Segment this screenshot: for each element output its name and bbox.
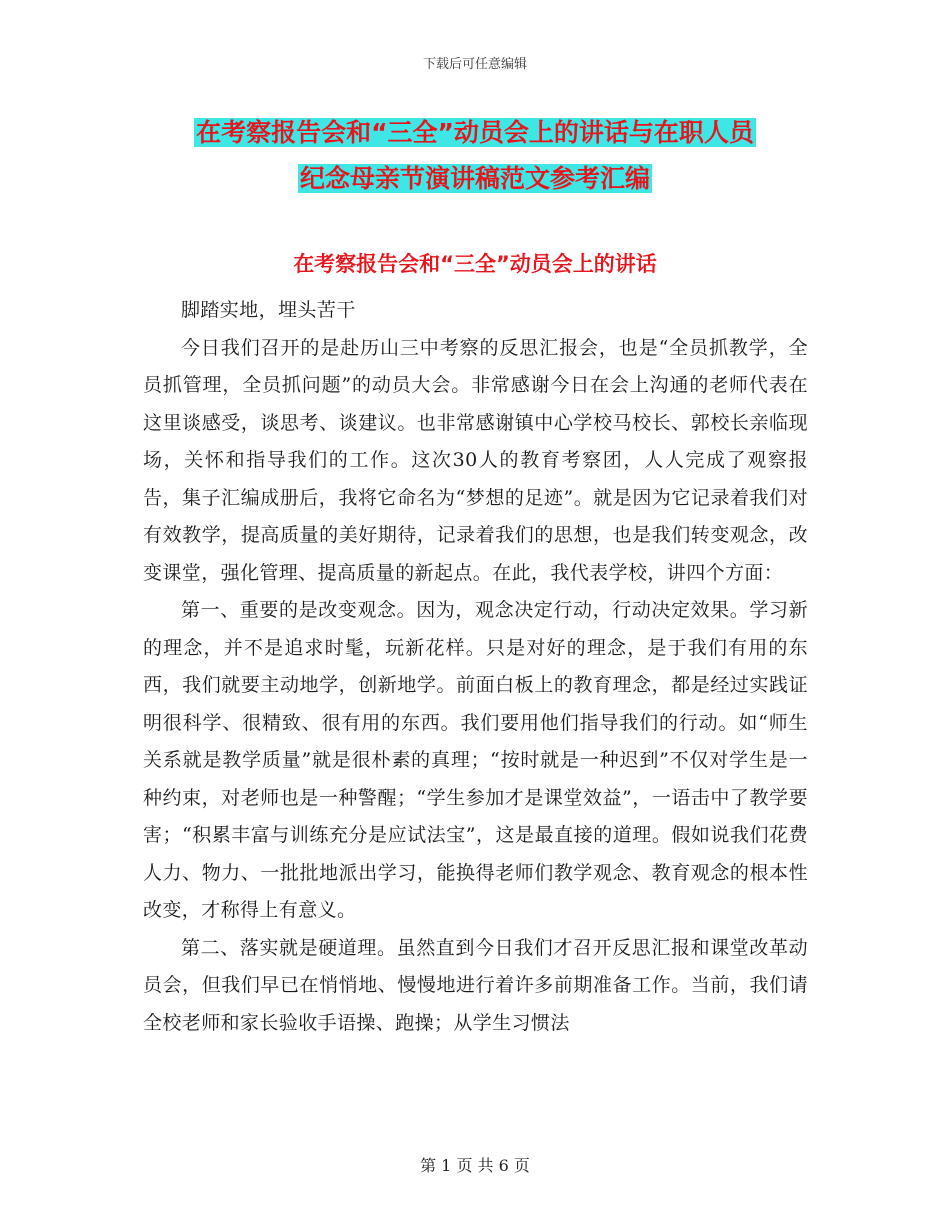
paragraph: 第二、落实就是硬道理。虽然直到今日我们才召开反思汇报和课堂改革动员会，但我们早已在悄悄地、慢慢地进行着许多前期准备工作。当前，我们请全校老师和家长验收手语操、跑操；从学生习惯法 <box>143 936 808 1034</box>
body-text <box>143 292 808 1042</box>
paragraph: 今日我们召开的是赴历山三中考察的反思汇报会，也是“全员抓教学，全员抓管理，全员抓问题”的动员大会。非常感谢今日在会上沟通的老师代表在这里谈感受，谈思考、谈建议。也非常感谢镇中心学校马校长、郭校长亲临现场，关怀和指导我们的工作。这次30人的教育考察团，人人完成了观察报告，集子汇编成册后，我将它命名为“梦想的足迹”。就是因为它记录着我们对有效教学，提高质量的美好期待，记录着我们的思想，也是我们转变观念，改变课堂，强化管理、提高质量的新起点。在此，我代表学校，讲四个方面： <box>143 336 808 584</box>
paragraph: 第一、重要的是改变观念。因为，观念决定行动，行动决定效果。学习新的理念，并不是追求时髦，玩新花样。只是对好的理念，是于我们有用的东西，我们就要主动地学，创新地学。前面白板上的教育理念，都是经过实践证明很科学、很精致、很有用的东西。我们要用他们指导我们的行动。如“师生关系就是教学质量”就是很朴素的真理；“按时就是一种迟到”不仅对学生是一种约束，对老师也是一种警醒；“学生参加才是课堂效益”，一语击中了教学要害；“积累丰富与训练充分是应试法宝”，这是最直接的道理。假如说我们花费人力、物力、一批批地派出学习，能换得老师们教学观念、教育观念的根本性改变，才称得上有意义。 <box>143 599 808 921</box>
page-footer: 第 1 页 共 6 页 <box>420 1156 530 1175</box>
main-title-line1: 在考察报告会和“三全”动员会上的讲话与在职人员 <box>196 118 754 147</box>
paragraph: 脚踏实地，埋头苦干 <box>181 299 356 321</box>
main-title <box>0 110 950 202</box>
header-note: 下载后可任意编辑 <box>422 57 527 72</box>
section-title: 在考察报告会和“三全”动员会上的讲话 <box>293 252 657 276</box>
main-title-line2: 纪念母亲节演讲稿范文参考汇编 <box>299 164 650 193</box>
